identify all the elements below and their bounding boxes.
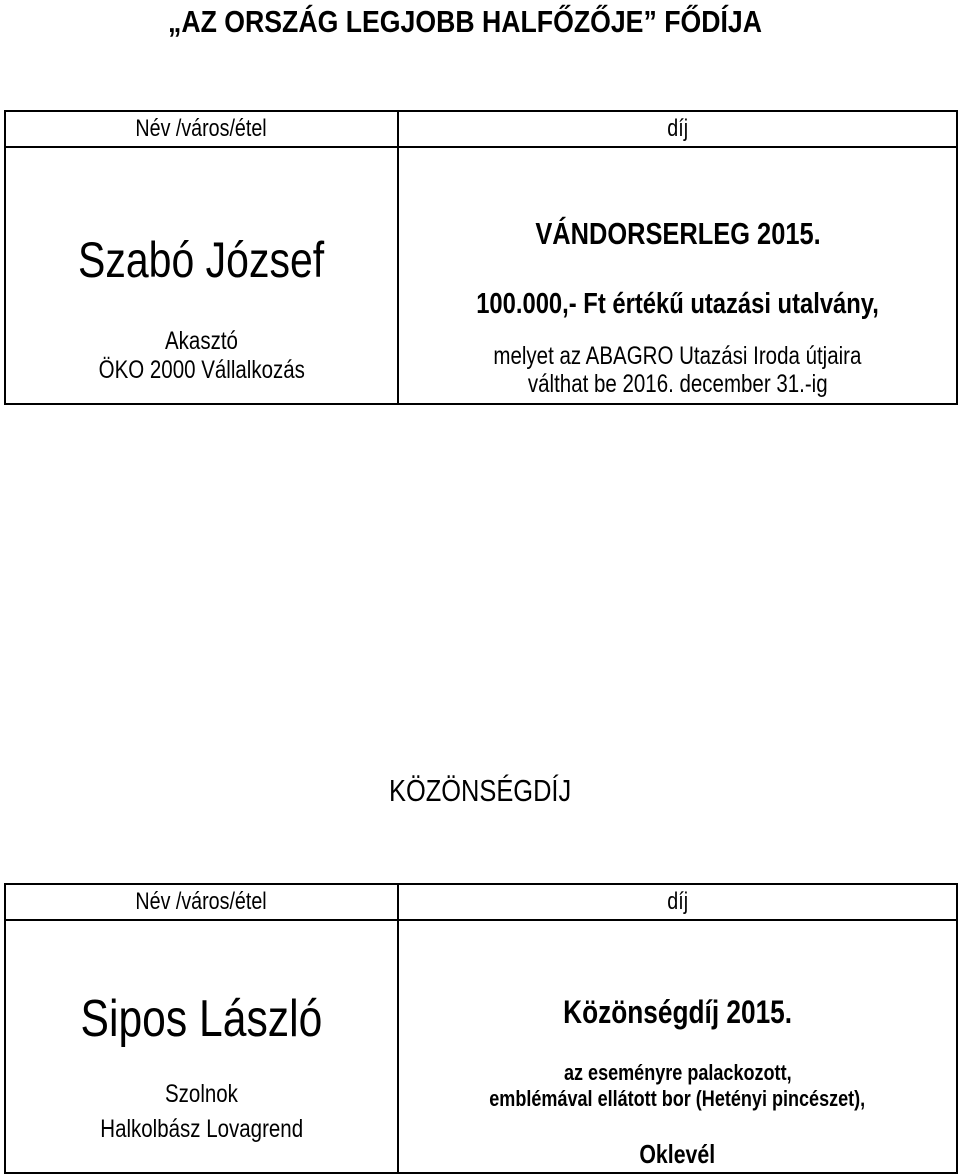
table-row xyxy=(6,921,956,1174)
winner-name-wrap xyxy=(6,232,397,288)
header-name-city-dish xyxy=(6,885,399,919)
prize-line1-wrap xyxy=(399,286,956,322)
prize-line2-wrap xyxy=(399,1083,956,1114)
winner-org: ÖKO 2000 Vállalkozás xyxy=(98,356,305,384)
winner-city: Szolnok xyxy=(165,1080,238,1108)
prize-line-2: melyet az ABAGRO Utazási Iroda útjaira xyxy=(493,342,862,370)
prize-cell xyxy=(399,148,956,405)
winner-name-wrap xyxy=(6,991,397,1047)
header-prize-label: díj xyxy=(667,115,688,142)
table-header-row xyxy=(6,112,956,148)
header-name-label: Név /város/étel xyxy=(135,115,268,142)
prize-line-3: válthat be 2016. december 31.-ig xyxy=(527,370,828,398)
header-name-label: Név /város/étel xyxy=(135,888,268,915)
grand-prize-table xyxy=(4,110,958,405)
winner-name: Sipos László xyxy=(80,990,323,1048)
prize-title-wrap xyxy=(399,994,956,1030)
audience-prize-table xyxy=(4,883,958,1174)
winner-cell xyxy=(6,921,399,1174)
header-prize-label: díj xyxy=(667,888,688,915)
prize-line3-wrap xyxy=(399,1139,956,1170)
prize-line-3: Oklevél xyxy=(639,1139,716,1169)
audience-section-title-text: KÖZÖNSÉGDÍJ xyxy=(388,773,572,808)
header-prize xyxy=(399,885,956,919)
prize-line-1: 100.000,- Ft értékű utazási utalvány, xyxy=(476,288,879,320)
prize-title: Közönségdíj 2015. xyxy=(563,994,792,1030)
winner-org-wrap xyxy=(6,1114,397,1144)
prize-line2-wrap xyxy=(399,341,956,372)
winner-org: Halkolbász Lovagrend xyxy=(100,1115,303,1143)
header-prize xyxy=(399,112,956,146)
winner-city-wrap xyxy=(6,1079,397,1109)
prize-title: VÁNDORSERLEG 2015. xyxy=(534,216,821,251)
prize-line-2: emblémával ellátott bor (Hetényi pincészet), xyxy=(489,1086,866,1111)
prize-line3-wrap xyxy=(399,369,956,400)
prize-cell xyxy=(399,921,956,1174)
winner-org-wrap xyxy=(6,355,397,385)
table-row xyxy=(6,148,956,405)
winner-cell xyxy=(6,148,399,405)
page-title: „AZ ORSZÁG LEGJOBB HALFŐZŐJE” FŐDÍJA xyxy=(168,4,762,39)
winner-city-wrap xyxy=(6,326,397,356)
prize-line-1: az eseményre palackozott, xyxy=(563,1060,792,1085)
prize-title-wrap xyxy=(399,216,956,252)
winner-city: Akasztó xyxy=(165,327,238,355)
winner-name: Szabó József xyxy=(78,232,325,288)
header-name-city-dish xyxy=(6,112,399,146)
table-header-row xyxy=(6,885,956,921)
audience-section-title xyxy=(0,773,960,809)
